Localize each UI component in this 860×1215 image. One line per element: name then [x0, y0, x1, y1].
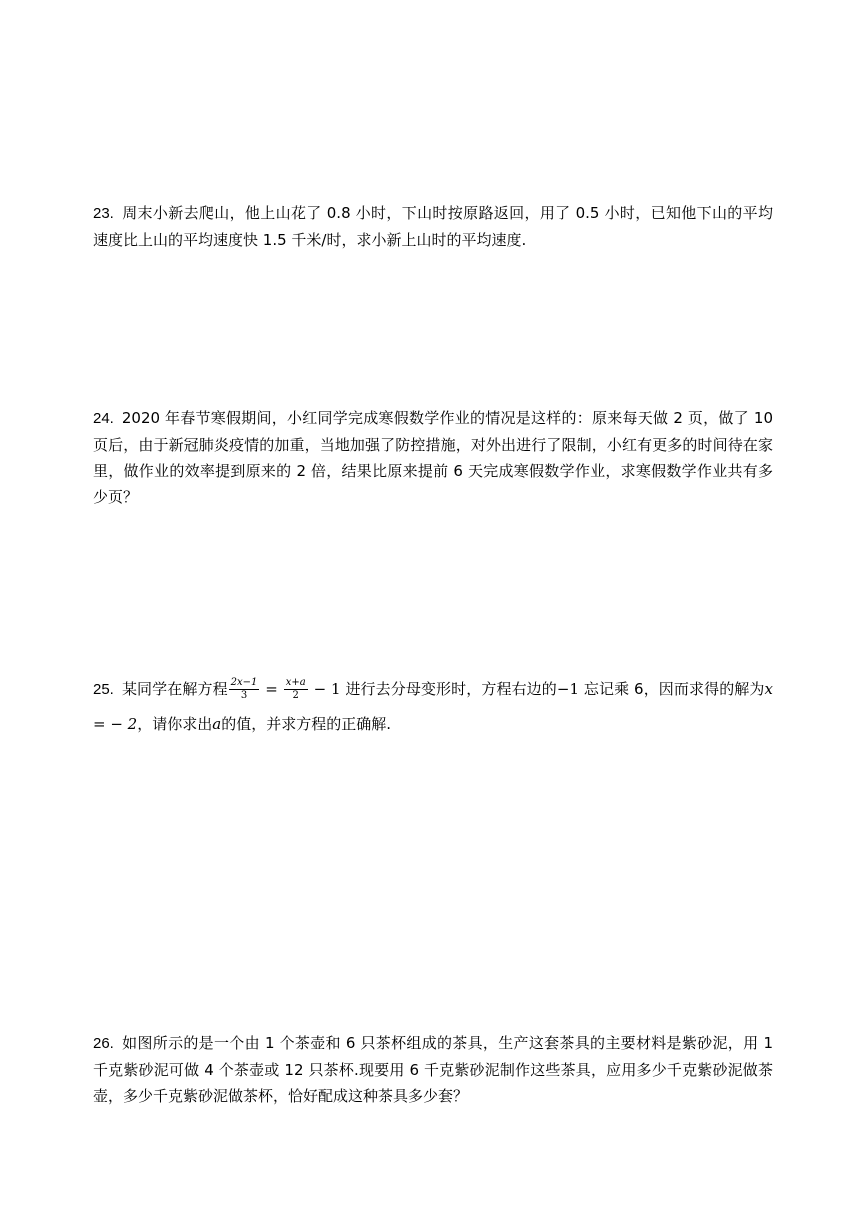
fraction-left-denominator: 3: [240, 690, 248, 701]
fraction-right-numerator: x+a: [285, 677, 306, 688]
fraction-left-numerator: 2x−1: [230, 677, 258, 688]
fraction-left: [229, 677, 260, 702]
question-text-end: 的值，并求方程的正确解.: [221, 715, 391, 733]
fraction-right: [284, 677, 308, 702]
question-24: [93, 405, 773, 510]
question-23: [93, 200, 773, 253]
variable-a: a: [212, 715, 222, 733]
question-number: 23.: [93, 205, 114, 222]
question-text: 如图所示的是一个由 1 个茶壶和 6 只茶杯组成的茶具，生产这套茶具的主要材料是紫砂泥，用 1 千克紫砂泥可做 4 个茶壶或 12 只茶杯.现要用 6 千克紫砂泥制作这些茶具，应用多少千克紫砂泥做茶壶，多少千克紫砂泥做茶杯，恰好配成这种茶具多少套？: [93, 1034, 773, 1105]
question-text-mid3: ，请你求出: [137, 715, 213, 733]
negative-one: −1: [556, 680, 579, 698]
question-25: [93, 672, 773, 741]
question-26: [93, 1030, 773, 1109]
wrong-solution: x = − 2: [93, 680, 773, 733]
question-text-mid2: 忘记乘 6，因而求得的解为: [579, 680, 765, 698]
question-text-before: 某同学在解方程: [121, 680, 228, 698]
question-number: 24.: [93, 410, 114, 427]
question-number: 25.: [93, 681, 114, 698]
question-number: 26.: [93, 1035, 114, 1052]
minus-one-term: − 1: [308, 680, 341, 698]
equals-sign: =: [260, 680, 283, 698]
question-text: 周末小新去爬山，他上山花了 0.8 小时，下山时按原路返回，用了 0.5 小时，已知他下山的平均速度比上山的平均速度快 1.5 千米/时，求小新上山时的平均速度.: [93, 204, 773, 249]
fraction-right-denominator: 2: [292, 690, 299, 701]
question-text-mid: 进行去分母变形时，方程右边的: [340, 680, 557, 698]
question-text: 2020 年春节寒假期间，小红同学完成寒假数学作业的情况是这样的：原来每天做 2 页，做了 10 页后，由于新冠肺炎疫情的加重，当地加强了防控措施，对外出进行了限制，小红有更多的时间待在家里，做作业的效率提到原来的 2 倍，结果比原来提前 6 天完成寒假数学作业，求寒假数学作业共有多少页？: [93, 409, 773, 506]
